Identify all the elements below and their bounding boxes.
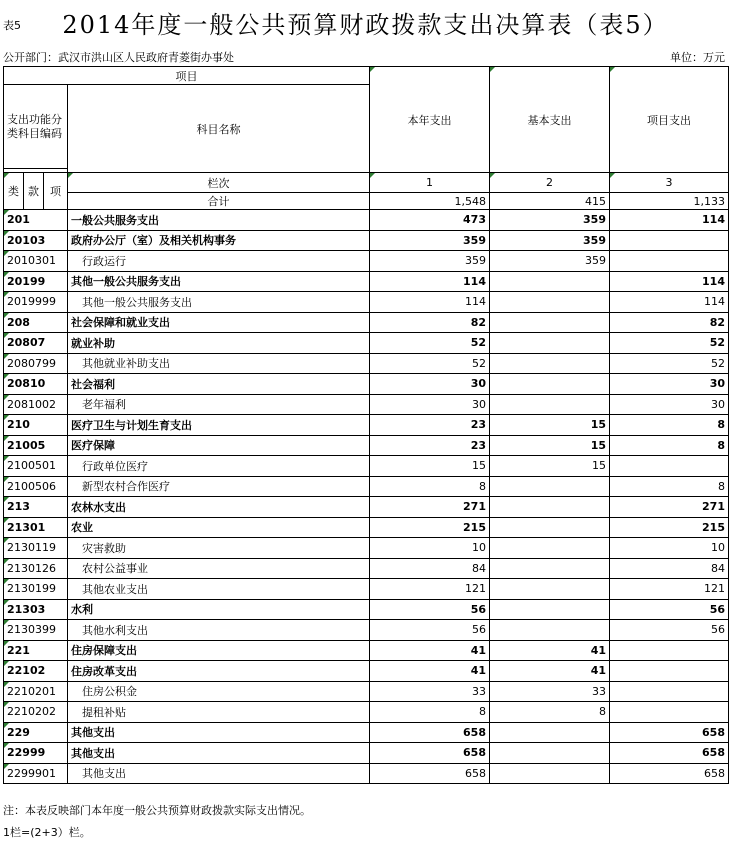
table-row [4, 230, 729, 251]
table-row [4, 292, 729, 313]
row-this-year: 8 [370, 476, 490, 497]
row-basic: 41 [490, 640, 610, 661]
row-code: 2130126 [4, 558, 68, 579]
row-project: 114 [610, 210, 729, 231]
row-name: 新型农村合作医疗 [68, 476, 370, 497]
row-basic [490, 497, 610, 518]
row-this-year: 215 [370, 517, 490, 538]
row-project: 56 [610, 599, 729, 620]
row-this-year: 114 [370, 292, 490, 313]
row-code: 21005 [4, 435, 68, 456]
header-code: 支出功能分类科目编码 [4, 85, 68, 169]
total-project: 1,133 [610, 193, 729, 210]
row-project [610, 640, 729, 661]
row-code: 20810 [4, 374, 68, 395]
row-this-year: 41 [370, 661, 490, 682]
row-basic [490, 333, 610, 354]
total-label: 合计 [68, 193, 370, 210]
table-row [4, 394, 729, 415]
table-row [4, 435, 729, 456]
row-code: 229 [4, 722, 68, 743]
row-this-year: 52 [370, 353, 490, 374]
table-row [4, 353, 729, 374]
row-this-year: 658 [370, 722, 490, 743]
row-basic [490, 599, 610, 620]
row-this-year: 84 [370, 558, 490, 579]
row-project [610, 456, 729, 477]
row-code: 20807 [4, 333, 68, 354]
row-project: 10 [610, 538, 729, 559]
table-row [4, 374, 729, 395]
row-code: 221 [4, 640, 68, 661]
budget-table [3, 66, 729, 784]
row-name: 其他支出 [68, 743, 370, 764]
sub-header [0, 47, 731, 65]
row-basic: 8 [490, 702, 610, 723]
row-project: 658 [610, 743, 729, 764]
table-row [4, 538, 729, 559]
row-this-year: 82 [370, 312, 490, 333]
row-code: 2130119 [4, 538, 68, 559]
header-basic: 基本支出 [490, 67, 610, 173]
row-code: 201 [4, 210, 68, 231]
row-name: 住房公积金 [68, 681, 370, 702]
row-name: 社会保障和就业支出 [68, 312, 370, 333]
row-code: 2299901 [4, 763, 68, 784]
table-row [4, 558, 729, 579]
row-project: 121 [610, 579, 729, 600]
row-project: 8 [610, 415, 729, 436]
row-project: 8 [610, 476, 729, 497]
row-code: 21301 [4, 517, 68, 538]
row-code: 2100501 [4, 456, 68, 477]
row-project: 658 [610, 763, 729, 784]
row-this-year: 52 [370, 333, 490, 354]
row-name: 其他水利支出 [68, 620, 370, 641]
row-basic: 15 [490, 415, 610, 436]
row-project [610, 230, 729, 251]
table-row [4, 517, 729, 538]
table-row [4, 271, 729, 292]
row-project: 271 [610, 497, 729, 518]
header-kuan: 款 [24, 173, 44, 210]
row-this-year: 56 [370, 599, 490, 620]
row-basic: 41 [490, 661, 610, 682]
header-item: 项目 [4, 67, 370, 85]
row-name: 医疗保障 [68, 435, 370, 456]
row-this-year: 121 [370, 579, 490, 600]
row-basic [490, 558, 610, 579]
row-this-year: 23 [370, 435, 490, 456]
row-code: 2210202 [4, 702, 68, 723]
row-name: 其他一般公共服务支出 [68, 271, 370, 292]
unit-label: 单位：万元 [670, 51, 725, 64]
row-name: 水利 [68, 599, 370, 620]
row-basic: 15 [490, 456, 610, 477]
row-basic [490, 579, 610, 600]
row-project: 52 [610, 333, 729, 354]
table-row [4, 743, 729, 764]
page-title: 2014年度一般公共预算财政拨款支出决算表（表5） [62, 11, 669, 39]
col-3: 3 [610, 173, 729, 193]
row-this-year: 41 [370, 640, 490, 661]
row-name: 灾害救助 [68, 538, 370, 559]
row-this-year: 33 [370, 681, 490, 702]
row-project: 84 [610, 558, 729, 579]
title-row [0, 0, 731, 44]
row-this-year: 359 [370, 251, 490, 272]
row-project: 30 [610, 394, 729, 415]
row-this-year: 30 [370, 374, 490, 395]
row-project [610, 681, 729, 702]
note-line-1: 注：本表反映部门本年度一般公共预算财政拨款实际支出情况。 [3, 804, 311, 817]
row-code: 210 [4, 415, 68, 436]
row-project: 658 [610, 722, 729, 743]
header-name: 科目名称 [68, 85, 370, 173]
row-basic: 15 [490, 435, 610, 456]
row-basic: 359 [490, 251, 610, 272]
row-basic [490, 374, 610, 395]
row-name: 医疗卫生与计划生育支出 [68, 415, 370, 436]
row-project: 114 [610, 271, 729, 292]
row-name: 一般公共服务支出 [68, 210, 370, 231]
row-project: 52 [610, 353, 729, 374]
row-basic: 359 [490, 230, 610, 251]
header-xiang: 项 [44, 173, 68, 210]
row-basic: 359 [490, 210, 610, 231]
table-row [4, 251, 729, 272]
row-code: 20199 [4, 271, 68, 292]
row-name: 提租补贴 [68, 702, 370, 723]
row-name: 社会福利 [68, 374, 370, 395]
row-code: 2130399 [4, 620, 68, 641]
row-name: 行政单位医疗 [68, 456, 370, 477]
row-name: 其他支出 [68, 722, 370, 743]
table-row [4, 210, 729, 231]
row-basic [490, 538, 610, 559]
row-code: 213 [4, 497, 68, 518]
row-code: 2081002 [4, 394, 68, 415]
row-basic [490, 476, 610, 497]
table-row [4, 456, 729, 477]
row-this-year: 30 [370, 394, 490, 415]
table-row [4, 599, 729, 620]
table-row [4, 681, 729, 702]
row-basic [490, 743, 610, 764]
row-name: 老年福利 [68, 394, 370, 415]
row-name: 其他就业补助支出 [68, 353, 370, 374]
row-basic [490, 353, 610, 374]
row-name: 住房改革支出 [68, 661, 370, 682]
col-2: 2 [490, 173, 610, 193]
header-lei: 类 [4, 173, 24, 210]
row-basic [490, 312, 610, 333]
row-basic: 33 [490, 681, 610, 702]
row-basic [490, 517, 610, 538]
row-this-year: 271 [370, 497, 490, 518]
row-this-year: 23 [370, 415, 490, 436]
row-this-year: 56 [370, 620, 490, 641]
row-basic [490, 271, 610, 292]
table-row [4, 620, 729, 641]
row-basic [490, 292, 610, 313]
row-name: 农村公益事业 [68, 558, 370, 579]
row-code: 2080799 [4, 353, 68, 374]
table-row [4, 702, 729, 723]
row-code: 2100506 [4, 476, 68, 497]
row-basic [490, 620, 610, 641]
row-name: 住房保障支出 [68, 640, 370, 661]
row-code: 22999 [4, 743, 68, 764]
row-name: 其他农业支出 [68, 579, 370, 600]
row-this-year: 658 [370, 743, 490, 764]
row-code: 20103 [4, 230, 68, 251]
row-code: 2130199 [4, 579, 68, 600]
total-this-year: 1,548 [370, 193, 490, 210]
row-project: 215 [610, 517, 729, 538]
row-basic [490, 394, 610, 415]
table-row [4, 640, 729, 661]
col-label: 栏次 [68, 173, 370, 193]
row-this-year: 359 [370, 230, 490, 251]
row-code: 208 [4, 312, 68, 333]
row-this-year: 8 [370, 702, 490, 723]
table-row [4, 333, 729, 354]
row-name: 就业补助 [68, 333, 370, 354]
table-row [4, 579, 729, 600]
table-row [4, 763, 729, 784]
row-name: 政府办公厅（室）及相关机构事务 [68, 230, 370, 251]
row-this-year: 473 [370, 210, 490, 231]
note-line-2: 1栏=(2+3）栏。 [3, 826, 91, 839]
row-project: 82 [610, 312, 729, 333]
row-code: 2010301 [4, 251, 68, 272]
table-number: 表5 [3, 19, 21, 32]
table-row [4, 497, 729, 518]
row-name: 行政运行 [68, 251, 370, 272]
row-project: 56 [610, 620, 729, 641]
table-row [4, 661, 729, 682]
row-code: 2019999 [4, 292, 68, 313]
row-project [610, 702, 729, 723]
col-1: 1 [370, 173, 490, 193]
row-name: 其他一般公共服务支出 [68, 292, 370, 313]
row-this-year: 15 [370, 456, 490, 477]
table-row [4, 722, 729, 743]
table-row [4, 415, 729, 436]
row-name: 农林水支出 [68, 497, 370, 518]
row-this-year: 10 [370, 538, 490, 559]
row-this-year: 658 [370, 763, 490, 784]
row-project [610, 251, 729, 272]
table-row [4, 476, 729, 497]
row-project [610, 661, 729, 682]
total-basic: 415 [490, 193, 610, 210]
row-basic [490, 722, 610, 743]
row-code: 22102 [4, 661, 68, 682]
notes [3, 800, 311, 844]
table-row [4, 312, 729, 333]
row-project: 114 [610, 292, 729, 313]
row-basic [490, 763, 610, 784]
row-name: 农业 [68, 517, 370, 538]
header-this-year: 本年支出 [370, 67, 490, 173]
row-project: 30 [610, 374, 729, 395]
row-name: 其他支出 [68, 763, 370, 784]
row-code: 21303 [4, 599, 68, 620]
header-project: 项目支出 [610, 67, 729, 173]
department-label: 公开部门：武汉市洪山区人民政府青菱街办事处 [3, 51, 234, 64]
row-code: 2210201 [4, 681, 68, 702]
row-project: 8 [610, 435, 729, 456]
row-this-year: 114 [370, 271, 490, 292]
